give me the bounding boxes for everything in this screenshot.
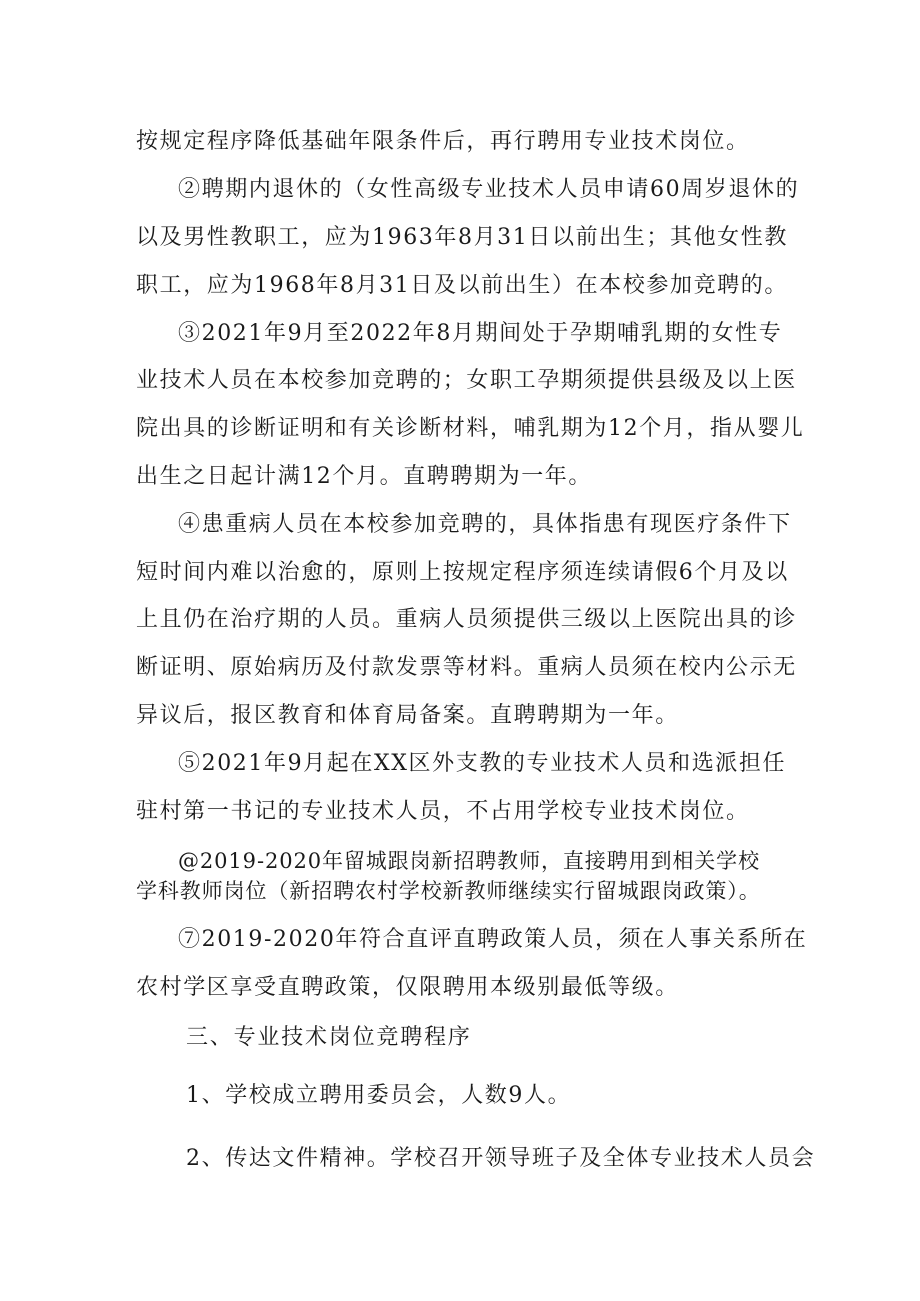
item-5-line-1: ⑤2021年9月起在XX区外支教的专业技术人员和选派担任 (178, 751, 787, 776)
item-3-line-2: 业技术人员在本校参加竞聘的；女职工孕期须提供县级及以上医 (136, 368, 797, 393)
item-4-line-3: 上且仍在治疗期的人员。重病人员须提供三级以上医院出具的诊 (136, 607, 797, 632)
step-2: 2、传达文件精神。学校召开领导班子及全体专业技术人员会 (186, 1146, 816, 1171)
item-6-line-1: @2019-2020年留城跟岗新招聘教师，直接聘用到相关学校 (178, 849, 760, 873)
item-4-line-4: 断证明、原始病历及付款发票等材料。重病人员须在校内公示无 (136, 655, 797, 680)
item-3-line-4: 出生之日起计满12个月。直聘聘期为一年。 (136, 464, 592, 489)
item-4-line-1: ④患重病人员在本校参加竞聘的，具体指患有现医疗条件下 (178, 512, 792, 537)
section-heading: 三、专业技术岗位竞聘程序 (186, 1025, 472, 1050)
item-4-line-2: 短时间内难以治愈的，原则上按规定程序须连续请假6个月及以 (136, 560, 789, 585)
text-line-1: 按规定程序降低基础年限条件后，再行聘用专业技术岗位。 (136, 129, 750, 154)
item-6-line-2: 学科教师岗位（新招聘农村学校新教师继续实行留城跟岗政策）。 (136, 879, 761, 903)
item-5-line-2: 驻村第一书记的专业技术人员，不占用学校专业技术岗位。 (136, 799, 750, 824)
item-4-line-5: 异议后，报区教育和体育局备案。直聘聘期为一年。 (136, 703, 679, 728)
item-2-line-3: 职工，应为1968年8月31日及以前出生）在本校参加竞聘的。 (136, 273, 788, 298)
item-3-line-3: 院出具的诊断证明和有关诊断材料，哺乳期为12个月，指从婴儿 (136, 416, 805, 441)
item-3-line-1: ③2021年9月至2022年8月期间处于孕期哺乳期的女性专 (178, 321, 783, 346)
item-7-line-2: 农村学区享受直聘政策，仅限聘用本级别最低等级。 (136, 975, 679, 1000)
item-2-line-2: 以及男性教职工，应为1963年8月31日以前出生；其他女性教 (136, 225, 788, 250)
item-2-line-1: ②聘期内退休的（女性高级专业技术人员申请60周岁退休的 (178, 177, 800, 202)
step-1: 1、学校成立聘用委员会，人数9人。 (186, 1083, 572, 1108)
item-7-line-1: ⑦2019-2020年符合直评直聘政策人员，须在人事关系所在 (178, 927, 808, 952)
